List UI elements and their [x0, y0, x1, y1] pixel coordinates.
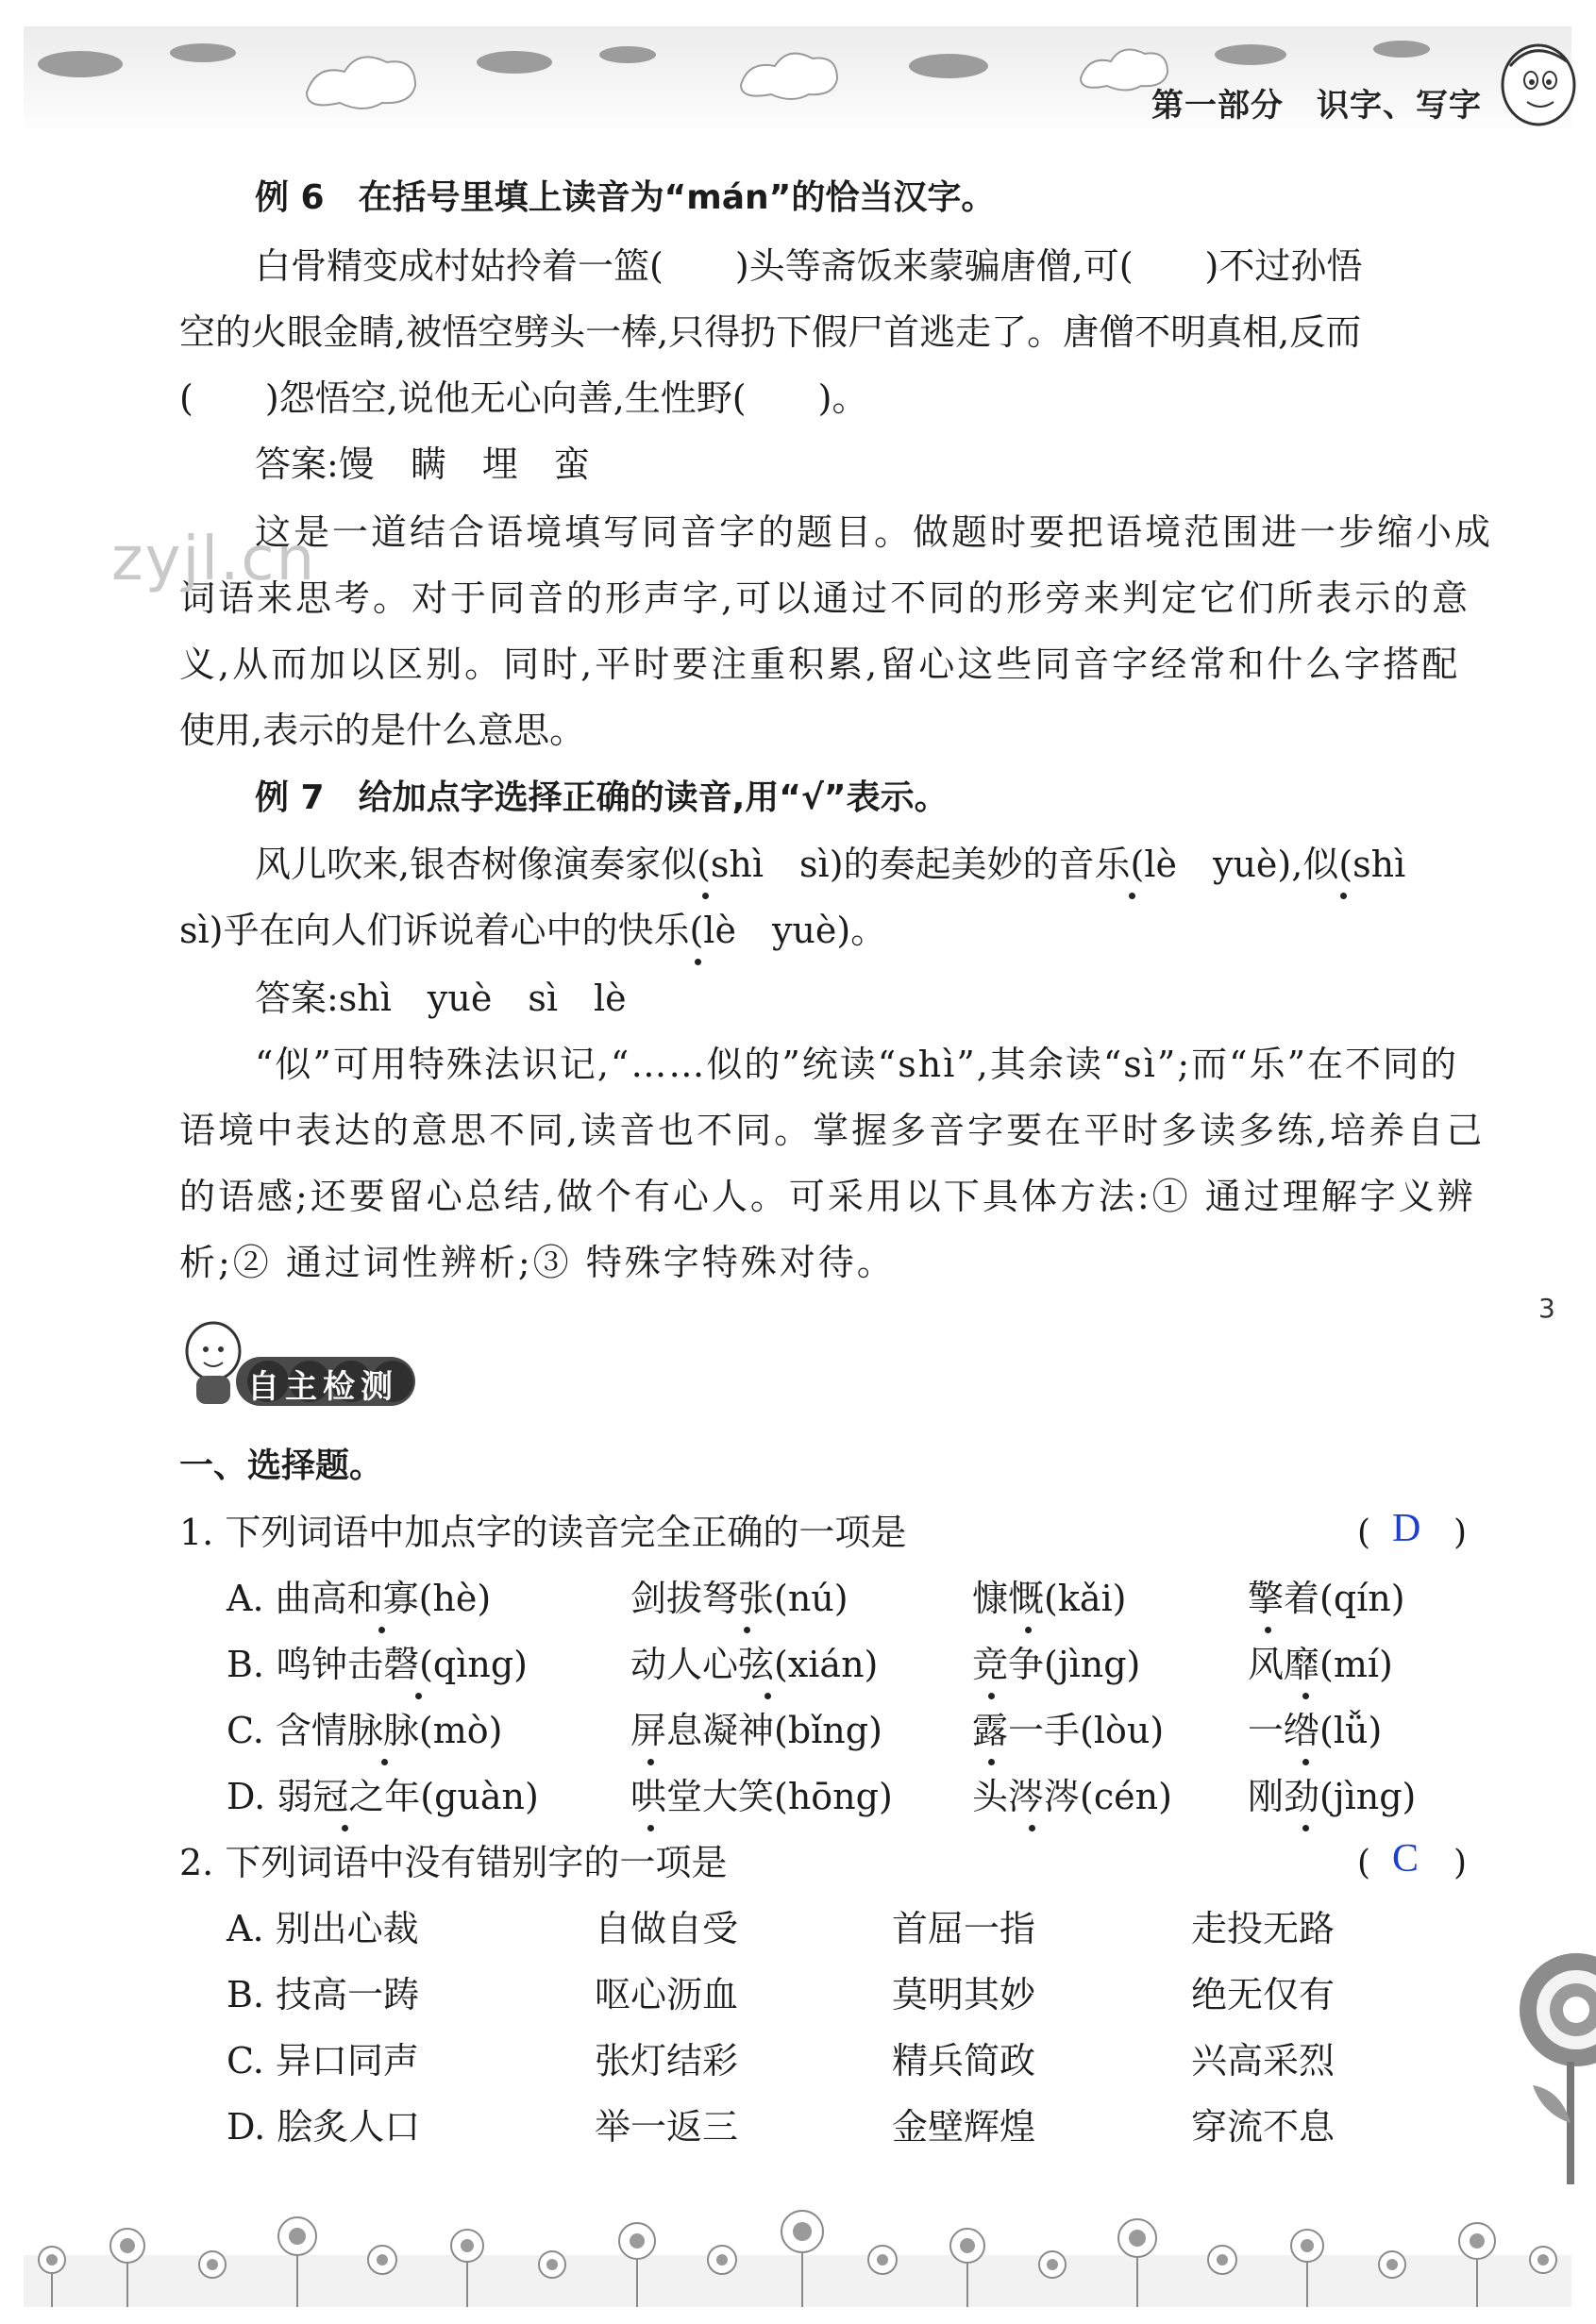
- answer-paren-close: ): [1453, 1513, 1468, 1552]
- option-cell: 竞争(jìng): [972, 1644, 1141, 1685]
- emphasis-dot: [342, 1825, 348, 1831]
- emphasis-dot: [381, 1759, 388, 1765]
- emphasis-dot: [702, 893, 709, 899]
- example-7-explanation: 析;② 通过词性辨析;③ 特殊字特殊对待。: [179, 1242, 896, 1283]
- emphasis-dot: [1265, 1627, 1271, 1633]
- answer-paren-open: (: [1357, 1844, 1371, 1882]
- section-heading: 一、选择题。: [179, 1446, 384, 1485]
- self-check-badge-label: 自主检测: [247, 1368, 398, 1406]
- example-7-explanation: 的语感;还要留心总结,做个有心人。可采用以下具体方法:① 通过理解字义辨: [179, 1176, 1476, 1217]
- emphasis-dot: [647, 1759, 654, 1765]
- option-cell: 呕心沥血: [595, 1974, 739, 2015]
- example-7-line: 风儿吹来,银杏树像演奏家似(shì sì)的奏起美妙的音乐(lè yuè),似(shì: [255, 844, 1406, 885]
- example-6-explanation: 词语来思考。对于同音的形声字,可以通过不同的形旁来判定它们所表示的意: [179, 577, 1471, 619]
- emphasis-dot: [1025, 1627, 1032, 1633]
- emphasis-dot: [378, 1627, 385, 1633]
- option-cell: D. 脍炙人口: [227, 2106, 421, 2148]
- emphasis-dot: [1302, 1759, 1309, 1765]
- monkey-mascot-icon: [1491, 28, 1576, 132]
- example-7-line: sì)乎在向人们诉说着心中的快乐(lè yuè)。: [179, 910, 887, 951]
- emphasis-dot: [647, 1825, 654, 1831]
- emphasis-dot: [1340, 893, 1347, 899]
- emphasis-dot: [1302, 1693, 1309, 1699]
- option-cell: 慷慨(kǎi): [972, 1578, 1127, 1619]
- example-6-explanation: 这是一道结合语境填写同音字的题目。做题时要把语境范围进一步缩小成: [255, 511, 1494, 553]
- option-cell: C. 异口同声: [227, 2040, 419, 2082]
- example-6-line: 白骨精变成村姑拎着一篮( )头等斋饭来蒙骗唐僧,可( )不过孙悟: [255, 245, 1363, 287]
- option-cell: 自做自受: [595, 1908, 739, 1949]
- option-cell: 张灯结彩: [595, 2040, 739, 2082]
- example-7-title: 例 7 给加点字选择正确的读音,用“√”表示。: [255, 778, 949, 817]
- example-7-explanation: 语境中表达的意思不同,读音也不同。掌握多音字要在平时多读多练,培养自己: [179, 1110, 1486, 1151]
- example-7-answer: 答案:shì yuè sì lè: [255, 978, 627, 1019]
- question-2-stem: 2. 下列词语中没有错别字的一项是: [179, 1842, 728, 1883]
- option-cell: B. 技高一踌: [227, 1974, 420, 2015]
- example-6-explanation: 使用,表示的是什么意思。: [179, 710, 586, 751]
- emphasis-dot: [988, 1693, 995, 1699]
- option-cell: 首屈一指: [892, 1908, 1036, 1949]
- option-cell: A. 别出心裁: [227, 1908, 419, 1949]
- example-6-answer: 答案:馒 瞒 埋 蛮: [255, 443, 590, 485]
- option-cell: 头涔涔(cén): [972, 1776, 1172, 1817]
- option-cell: 屏息凝神(bǐng): [630, 1710, 882, 1751]
- answer-paren-open: (: [1357, 1513, 1371, 1552]
- option-cell: 一绺(lǚ): [1248, 1710, 1383, 1751]
- option-cell: 绝无仅有: [1191, 1974, 1336, 2015]
- option-cell: 走投无路: [1191, 1908, 1336, 1949]
- option-cell: C. 含情脉脉(mò): [227, 1710, 503, 1751]
- emphasis-dot: [988, 1759, 995, 1765]
- example-6-line: 空的火眼金睛,被悟空劈头一棒,只得扔下假尸首逃走了。唐僧不明真相,反而: [179, 311, 1362, 353]
- answer-paren-close: ): [1453, 1844, 1468, 1882]
- emphasis-dot: [695, 959, 701, 965]
- emphasis-dot: [415, 1693, 422, 1699]
- option-cell: 兴高采烈: [1191, 2040, 1336, 2082]
- question-1-stem: 1. 下列词语中加点字的读音完全正确的一项是: [179, 1512, 907, 1553]
- option-cell: 风靡(mí): [1248, 1644, 1393, 1685]
- question-1-answer: D: [1392, 1507, 1421, 1550]
- page-number: 3: [1538, 1293, 1555, 1324]
- option-cell: 哄堂大笑(hōng): [630, 1776, 893, 1817]
- option-cell: 动人心弦(xián): [630, 1644, 879, 1685]
- example-6-explanation: 义,从而加以区别。同时,平时要注重积累,留心这些同音字经常和什么字搭配: [179, 644, 1461, 685]
- option-cell: 露一手(lòu): [972, 1710, 1165, 1751]
- watermark: zyjl.cn: [111, 525, 317, 594]
- option-cell: B. 鸣钟击磬(qìng): [227, 1644, 529, 1685]
- option-cell: A. 曲高和寡(hè): [227, 1578, 492, 1619]
- flower-decoration-icon: [1501, 1944, 1596, 2189]
- emphasis-dot: [1129, 893, 1135, 899]
- option-cell: 剑拔弩张(nú): [630, 1578, 848, 1619]
- emphasis-dot: [744, 1627, 750, 1633]
- option-cell: D. 弱冠之年(guàn): [227, 1776, 539, 1817]
- emphasis-dot: [1302, 1825, 1309, 1831]
- option-cell: 举一返三: [595, 2106, 739, 2148]
- emphasis-dot: [764, 1693, 771, 1699]
- example-6-line: ( )怨悟空,说他无心向善,生性野( )。: [179, 377, 868, 419]
- option-cell: 穿流不息: [1191, 2106, 1336, 2148]
- option-cell: 擎着(qín): [1248, 1578, 1405, 1619]
- example-6-title: 例 6 在括号里填上读音为“mán”的恰当汉字。: [255, 178, 996, 217]
- option-cell: 刚劲(jìng): [1248, 1776, 1417, 1817]
- question-2-answer: C: [1392, 1837, 1420, 1881]
- flower-border-decoration: [24, 2170, 1571, 2312]
- option-cell: 金壁辉煌: [892, 2106, 1036, 2148]
- emphasis-dot: [1029, 1825, 1035, 1831]
- section-title: 第一部分 识字、写字: [1151, 87, 1482, 125]
- option-cell: 精兵简政: [892, 2040, 1036, 2082]
- example-7-explanation: “似”可用特殊法识记,“……似的”统读“shì”,其余读“sì”;而“乐”在不同的: [255, 1044, 1459, 1085]
- option-cell: 莫明其妙: [892, 1974, 1036, 2015]
